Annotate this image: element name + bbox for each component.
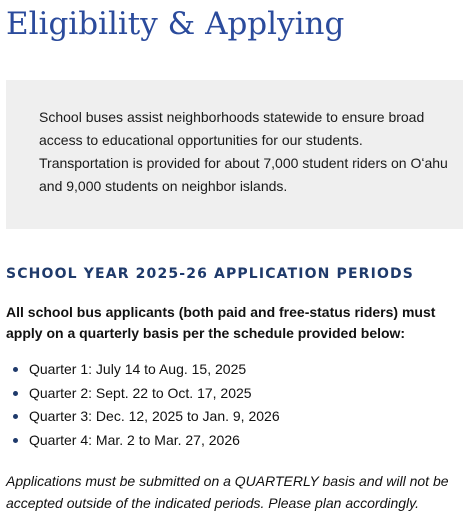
list-item <box>6 382 280 406</box>
bullet-icon <box>13 414 18 419</box>
bullet-icon <box>13 438 18 443</box>
quarter-list <box>6 358 280 452</box>
intro-text: School buses assist neighborhoods statewide to ensure broad access to educational opportunities for our students. Transportation is provided for about 7,000 student riders on Oʻahu and 9,000 students on neighbor islands. <box>39 109 448 194</box>
quarter-label: Quarter 4: Mar. 2 to Mar. 27, 2026 <box>29 431 240 448</box>
list-item <box>6 405 280 429</box>
quarter-label: Quarter 2: Sept. 22 to Oct. 17, 2025 <box>29 384 252 401</box>
bullet-icon <box>13 367 18 372</box>
application-note: Applications must be submitted on a QUARTERLY basis and will not be accepted outside of the indicated periods. Please plan accordingly. <box>6 473 449 511</box>
intro-callout <box>6 80 463 229</box>
quarter-label: Quarter 1: July 14 to Aug. 15, 2025 <box>29 361 247 377</box>
list-item <box>6 358 280 382</box>
list-item <box>6 429 280 453</box>
section-heading: SCHOOL YEAR 2025-26 APPLICATION PERIODS <box>6 266 415 282</box>
bullet-icon <box>13 391 18 396</box>
lead-text: All school bus applicants (both paid and free-status riders) must apply on a quarterly basis per the schedule provided below: <box>6 304 436 341</box>
page-title: Eligibility & Applying <box>6 6 345 42</box>
quarter-label: Quarter 3: Dec. 12, 2025 to Jan. 9, 2026 <box>29 408 280 425</box>
